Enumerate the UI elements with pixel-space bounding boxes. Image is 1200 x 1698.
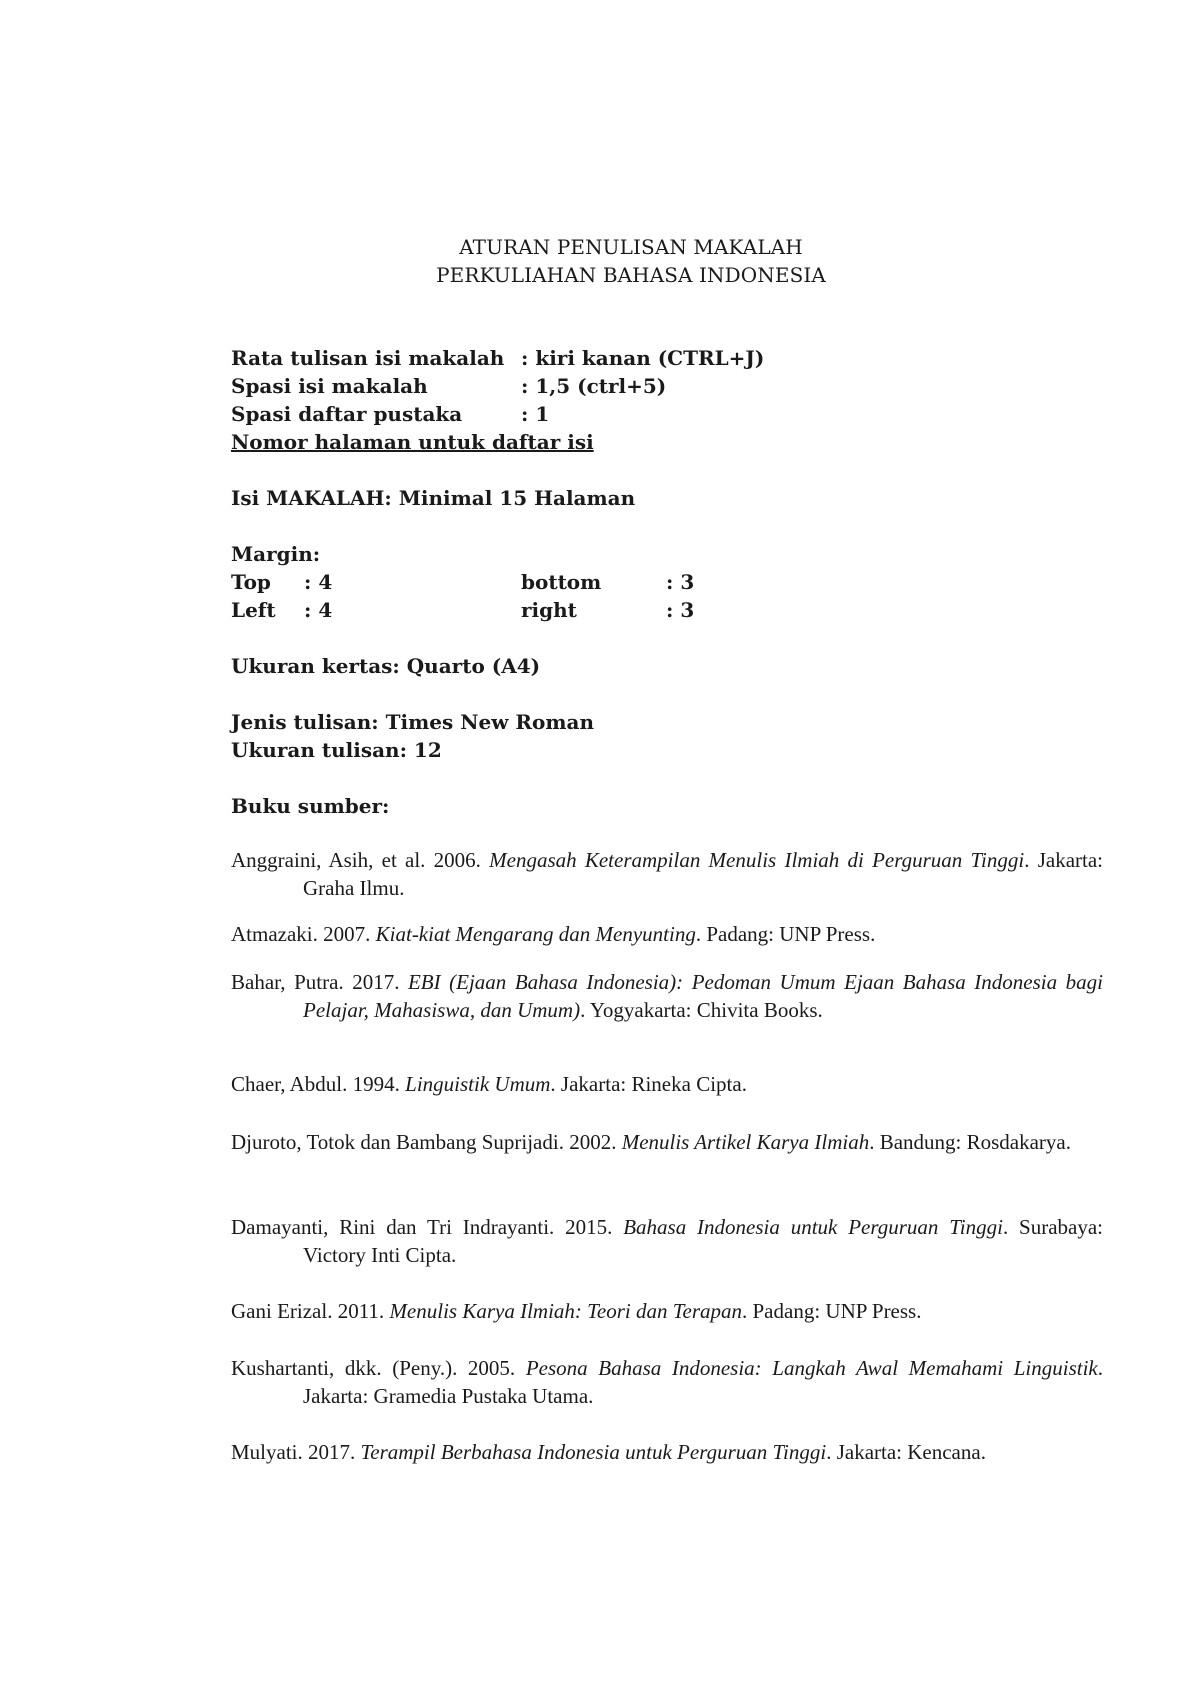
reference-entry: Kushartanti, dkk. (Peny.). 2005. Pesona Bahasa Indonesia: Langkah Awal Memahami Linguistik. Jakarta: Gramedia Pustaka Utama.	[231, 1356, 1103, 1408]
reference-entry: Bahar, Putra. 2017. EBI (Ejaan Bahasa Indonesia): Pedoman Umum Ejaan Bahasa Indonesia bagi Pelajar, Mahasiswa, dan Umum). Yogyakarta: Chivita Books.	[231, 970, 1103, 1022]
setting-label: Spasi isi makalah	[231, 374, 428, 398]
reference-entry: Atmazaki. 2007. Kiat-kiat Mengarang dan Menyunting. Padang: UNP Press.	[231, 922, 876, 946]
margin-right-value: : 3	[666, 598, 695, 622]
margin-left-label: Left	[231, 598, 276, 622]
margin-top-value: : 4	[304, 570, 333, 594]
reference-entry: Chaer, Abdul. 1994. Linguistik Umum. Jakarta: Rineka Cipta.	[231, 1072, 747, 1096]
margin-bottom-label: bottom	[521, 570, 602, 594]
setting-value: : 1,5 (ctrl+5)	[521, 374, 667, 398]
margin-row-left-right	[231, 596, 694, 624]
reference-entry: Damayanti, Rini dan Tri Indrayanti. 2015. Bahasa Indonesia untuk Perguruan Tinggi. Surabaya: Victory Inti Cipta.	[231, 1215, 1103, 1267]
reference-entry: Djuroto, Totok dan Bambang Suprijadi. 2002. Menulis Artikel Karya Ilmiah. Bandung: Rosdakarya.	[231, 1130, 1071, 1154]
font-type: Jenis tulisan: Times New Roman	[231, 710, 595, 734]
reference-entry: Mulyati. 2017. Terampil Berbahasa Indonesia untuk Perguruan Tinggi. Jakarta: Kencana.	[231, 1440, 986, 1464]
setting-value: : kiri kanan (CTRL+J)	[521, 346, 765, 370]
sources-heading: Buku sumber:	[231, 794, 390, 818]
document-title-line-1: ATURAN PENULISAN MAKALAH	[459, 235, 803, 259]
margin-bottom-value: : 3	[666, 570, 695, 594]
margin-right-label: right	[521, 598, 577, 622]
setting-value: : 1	[521, 402, 550, 426]
reference-entry: Anggraini, Asih, et al. 2006. Mengasah Keterampilan Menulis Ilmiah di Perguruan Tinggi. Jakarta: Graha Ilmu.	[231, 848, 1103, 900]
document-title-line-2: PERKULIAHAN BAHASA INDONESIA	[436, 263, 826, 287]
margin-row-top-bottom	[231, 568, 694, 596]
setting-label: Spasi daftar pustaka	[231, 402, 463, 426]
margin-heading: Margin:	[231, 542, 321, 566]
font-size: Ukuran tulisan: 12	[231, 738, 442, 762]
content-length-requirement: Isi MAKALAH: Minimal 15 Halaman	[231, 486, 636, 510]
margin-left-value: : 4	[304, 598, 333, 622]
setting-label: Rata tulisan isi makalah	[231, 346, 505, 370]
setting-row-content-spacing	[231, 372, 666, 400]
margin-top-label: Top	[231, 570, 271, 594]
reference-entry: Gani Erizal. 2011. Menulis Karya Ilmiah: Teori dan Terapan. Padang: UNP Press.	[231, 1299, 922, 1323]
setting-row-alignment	[231, 344, 764, 372]
paper-size: Ukuran kertas: Quarto (A4)	[231, 654, 541, 678]
page-number-note: Nomor halaman untuk daftar isi	[231, 430, 594, 454]
setting-row-bibliography-spacing	[231, 400, 549, 428]
